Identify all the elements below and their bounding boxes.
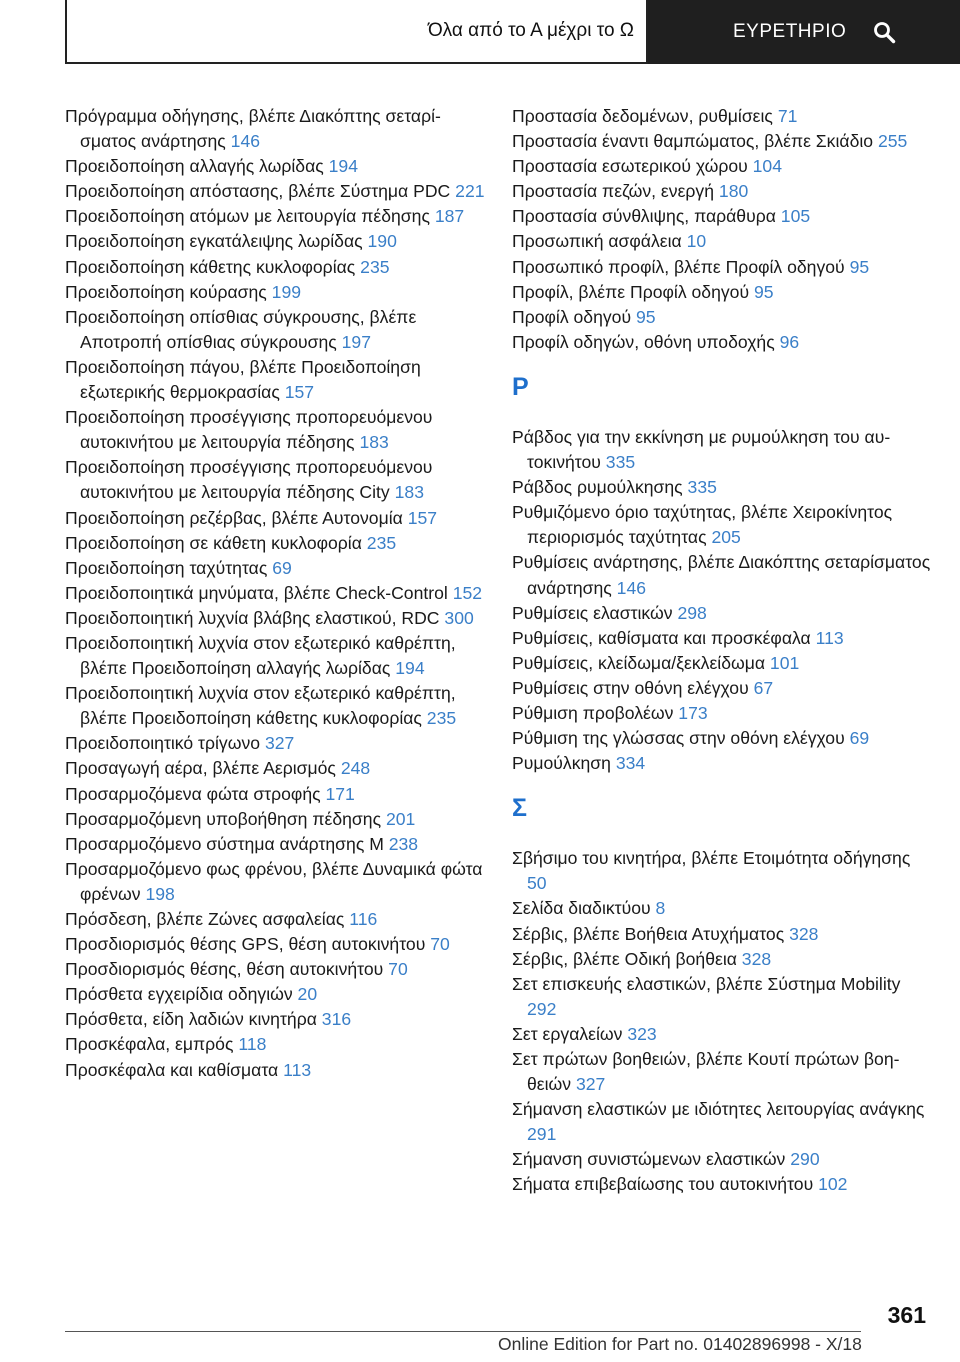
index-entry xyxy=(65,255,485,280)
index-column-right xyxy=(512,104,932,1198)
index-entry-page-link[interactable]: 70 xyxy=(430,934,450,955)
index-entry xyxy=(65,154,485,179)
index-entry xyxy=(65,782,485,807)
index-entry xyxy=(65,932,485,957)
index-entry-text: Προσωπικό προφίλ, βλέπε Προφίλ οδηγού xyxy=(512,256,845,277)
index-entry-page-link[interactable]: 152 xyxy=(452,582,483,603)
index-entry-page-link[interactable]: 10 xyxy=(686,231,707,252)
index-entry-text: Σέρβις, βλέπε Οδική βοήθεια xyxy=(512,948,737,969)
index-entry xyxy=(65,280,485,305)
index-entry-text: Ρύθμιση προβολέων xyxy=(512,702,674,723)
index-entry-page-link[interactable]: 146 xyxy=(230,131,261,152)
index-entry-page-link[interactable]: 248 xyxy=(340,758,371,779)
index-entry-page-link[interactable]: 95 xyxy=(635,306,656,327)
header-tab-a-to-z[interactable] xyxy=(65,0,648,64)
index-entry-text: Προσαγωγή αέρα, βλέπε Αερισμός xyxy=(65,758,336,779)
index-entry-text: Σήματα επιβεβαίωσης του αυτοκινήτου xyxy=(512,1174,814,1195)
index-group-rho xyxy=(512,425,932,776)
index-entry xyxy=(512,896,932,921)
index-entry-text: Προειδοποίηση προσέγγισης προπορευόμενου αυτοκινήτου με λειτουργία πέδησης xyxy=(65,407,433,453)
index-group-pi xyxy=(512,104,932,355)
index-entry-page-link[interactable]: 328 xyxy=(741,948,772,969)
index-entry xyxy=(65,204,485,229)
index-entry-text: Προσαρμοζόμενη υποβοήθηση πέδησης xyxy=(65,808,382,829)
index-entry-page-link[interactable]: 238 xyxy=(388,833,419,854)
index-entry xyxy=(512,676,932,701)
index-entry-text: Προσαρμοζόμενο φως φρένου, βλέπε Δυναμικά φώτα φρένων xyxy=(65,858,483,904)
index-entry-text: Πρόγραμμα οδήγησης, βλέπε Διακόπτης σεταρίσματος ανάρτησης xyxy=(65,106,441,152)
index-entry-page-link[interactable]: 335 xyxy=(605,452,636,473)
index-entry-page-link[interactable]: 105 xyxy=(780,206,811,227)
index-entry-page-link[interactable]: 180 xyxy=(718,181,749,202)
index-entry-text: Προειδοποίηση κάθετης κυκλοφορίας xyxy=(65,256,356,277)
index-entry-text: Προειδοποιητικά μηνύματα, βλέπε Check-Control xyxy=(65,582,448,603)
index-entry xyxy=(512,1047,932,1097)
index-entry-text: Ρυθμιζόμενο όριο ταχύτητας, βλέπε Χειροκίνητος περιορισμός ταχύτητας xyxy=(512,502,893,548)
index-entry-text: Προστασία έναντι θαμπώματος, βλέπε Σκιάδιο xyxy=(512,131,874,152)
index-entry-text: Ράβδος ρυμούλκησης xyxy=(512,477,683,498)
index-entry-page-link[interactable]: 101 xyxy=(769,652,800,673)
index-entry xyxy=(65,1058,485,1083)
index-entry-page-link[interactable]: 102 xyxy=(818,1174,848,1195)
index-entry-page-link[interactable]: 173 xyxy=(678,702,708,723)
index-entry xyxy=(65,606,485,631)
index-entry xyxy=(512,701,932,726)
index-entry xyxy=(65,531,485,556)
index-entry xyxy=(65,1007,485,1032)
index-entry-text: Προειδοποίηση ατόμων με λειτουργία πέδησης xyxy=(65,206,430,227)
index-entry xyxy=(512,154,932,179)
index-entry-text: Προειδοποίηση ρεζέρβας, βλέπε Αυτονομία xyxy=(65,507,403,528)
index-entry-text: Προστασία σύνθλιψης, παράθυρα xyxy=(512,206,776,227)
index-entry-page-link[interactable]: 316 xyxy=(321,1009,352,1030)
index-entry xyxy=(65,681,485,731)
index-entry-text: Προειδοποιητική λυχνία στον εξωτερικό καθρέπτη, βλέπε Προειδοποίηση κάθετης κυκλοφορίας xyxy=(65,683,456,729)
index-entry-text: Προστασία δεδομένων, ρυθμίσεις xyxy=(512,106,773,126)
index-entry-text: Προσκέφαλα και καθίσματα xyxy=(65,1059,279,1080)
index-entry-page-link[interactable]: 197 xyxy=(341,331,371,352)
index-entry-text: Ρύθμιση της γλώσσας στην οθόνη ελέγχου xyxy=(512,728,845,749)
index-entry-page-link[interactable]: 198 xyxy=(145,883,175,904)
index-entry-page-link[interactable]: 95 xyxy=(849,256,870,277)
index-entry xyxy=(65,305,485,355)
index-entry xyxy=(65,731,485,756)
index-entry-page-link[interactable]: 67 xyxy=(753,677,774,698)
index-entry xyxy=(512,751,932,776)
footer-edition: Online Edition for Part no. 01402896998 - X/18 xyxy=(498,1334,862,1354)
index-entry xyxy=(65,982,485,1007)
index-entry-page-link[interactable]: 323 xyxy=(627,1023,657,1044)
index-entry xyxy=(65,405,485,455)
index-entry-text: Ρυθμίσεις, καθίσματα και προσκέφαλα xyxy=(512,627,811,648)
index-entry xyxy=(65,807,485,832)
index-entry-text: Προφίλ οδηγών, οθόνη υποδοχής xyxy=(512,331,775,352)
index-entry-text: Πρόσδεση, βλέπε Ζώνες ασφαλείας xyxy=(65,909,345,929)
index-entry-text: Σήμανση συνιστώμενων ελαστικών xyxy=(512,1149,786,1170)
index-entry-text: Σέρβις, βλέπε Βοήθεια Ατυχήματος xyxy=(512,923,785,944)
index-entry xyxy=(512,626,932,651)
index-entry-page-link[interactable]: 298 xyxy=(677,602,707,623)
index-entry-text: Προσκέφαλα, εμπρός xyxy=(65,1034,234,1055)
index-entry xyxy=(65,355,485,405)
footer-divider xyxy=(65,1331,861,1332)
index-entry-text: Προειδοποίηση απόστασης, βλέπε Σύστημα PDC xyxy=(65,181,451,202)
index-entry-text: Προειδοποίηση πάγου, βλέπε Προειδοποίηση εξωτερικής θερμοκρασίας xyxy=(65,356,421,403)
index-entry xyxy=(512,947,932,972)
index-entry-page-link[interactable]: 235 xyxy=(366,532,397,553)
index-entry xyxy=(65,756,485,781)
index-entry-page-link[interactable]: 335 xyxy=(687,477,717,498)
index-entry-text: Προσαρμοζόμενο σύστημα ανάρτησης M xyxy=(65,833,384,854)
index-entry-text: Σετ πρώτων βοηθειών, βλέπε Κουτί πρώτων βοηθειών xyxy=(512,1049,900,1095)
index-entry-page-link[interactable]: 113 xyxy=(815,627,844,648)
index-entry xyxy=(65,581,485,606)
index-entry-text: Ρυθμίσεις ελαστικών xyxy=(512,602,673,623)
index-entry-text: Προστασία εσωτερικού χώρου xyxy=(512,156,748,177)
index-entry-text: Προστασία πεζών, ενεργή xyxy=(512,181,715,202)
index-entry-text: Ρυθμίσεις ανάρτησης, βλέπε Διακόπτης σεταρίσματος ανάρτησης xyxy=(512,552,931,598)
index-entry-text: Προειδοποίηση προσέγγισης προπορευόμενου αυτοκινήτου με λειτουργία πέδησης City xyxy=(65,457,433,503)
index-entry-page-link[interactable]: 50 xyxy=(527,873,547,894)
index-entry-page-link[interactable]: 199 xyxy=(271,281,302,302)
index-entry xyxy=(512,204,932,229)
index-entry-text: Προειδοποίηση ταχύτητας xyxy=(65,557,268,578)
index-entry-page-link[interactable]: 187 xyxy=(434,206,465,227)
index-entry-page-link[interactable]: 235 xyxy=(360,256,390,277)
index-entry xyxy=(512,922,932,947)
index-entry xyxy=(65,229,485,254)
index-entry-text: Προσαρμοζόμενα φώτα στροφής xyxy=(65,783,321,804)
index-entry-page-link[interactable]: 171 xyxy=(325,783,355,804)
index-entry-text: Προειδοποίηση οπίσθιας σύγκρουσης, βλέπε Αποτροπή οπίσθιας σύγκρουσης xyxy=(65,306,417,352)
index-entry xyxy=(65,455,485,505)
index-entry xyxy=(512,425,932,475)
index-entry-text: Πρόσθετα εγχειρίδια οδηγιών xyxy=(65,984,293,1005)
index-entry-page-link[interactable]: 291 xyxy=(527,1124,557,1145)
index-entry-page-link[interactable]: 157 xyxy=(284,382,315,403)
index-entry-page-link[interactable]: 255 xyxy=(877,131,908,152)
index-entry xyxy=(512,1172,932,1197)
index-entry xyxy=(512,255,932,280)
index-entry-text: Ράβδος για την εκκίνηση με ρυμούλκηση του αυτοκινήτου xyxy=(512,426,891,473)
index-entry-text: Προειδοποίηση κούρασης xyxy=(65,281,267,302)
index-entry xyxy=(65,1032,485,1057)
index-entry xyxy=(512,280,932,305)
index-entry-page-link[interactable]: 290 xyxy=(790,1149,820,1170)
index-entry-text: Σετ επισκευής ελαστικών, βλέπε Σύστημα Mobility xyxy=(512,973,901,994)
index-entry xyxy=(65,631,485,681)
index-entry xyxy=(512,179,932,204)
index-entry-text: Προφίλ οδηγού xyxy=(512,306,632,327)
section-letter-rho: Ρ xyxy=(512,372,529,401)
index-entry xyxy=(512,601,932,626)
index-entry xyxy=(512,651,932,676)
index-entry-page-link[interactable]: 146 xyxy=(616,577,647,598)
index-entry-text: Πρόσθετα, είδη λαδιών κινητήρα xyxy=(65,1009,317,1030)
header-tab-a-to-z-label: Όλα από το Α μέχρι το Ω xyxy=(427,20,634,41)
index-entry xyxy=(65,506,485,531)
index-entry xyxy=(512,104,932,129)
index-entry-page-link[interactable]: 327 xyxy=(264,733,295,754)
index-entry xyxy=(512,229,932,254)
index-entry-text: Προειδοποιητική λυχνία βλάβης ελαστικού, RDC xyxy=(65,607,440,628)
index-entry-page-link[interactable]: 70 xyxy=(388,959,408,980)
index-entry-text: Προσδιορισμός θέσης GPS, θέση αυτοκινήτου xyxy=(65,934,426,955)
page-number: 361 xyxy=(887,1302,926,1328)
index-entry-page-link[interactable]: 235 xyxy=(426,708,457,729)
index-entry-page-link[interactable]: 69 xyxy=(272,557,292,578)
index-entry-page-link[interactable]: 113 xyxy=(283,1059,312,1080)
index-entry-page-link[interactable]: 116 xyxy=(349,909,378,929)
index-entry-page-link[interactable]: 8 xyxy=(655,898,666,919)
index-entry-page-link[interactable]: 183 xyxy=(359,432,389,453)
index-entry-text: Προειδοποιητική λυχνία στον εξωτερικό καθρέπτη, βλέπε Προειδοποίηση αλλαγής λωρίδας xyxy=(65,632,456,679)
index-entry-page-link[interactable]: 201 xyxy=(385,808,416,829)
index-entry-page-link[interactable]: 221 xyxy=(455,181,485,202)
index-entry xyxy=(65,179,485,204)
index-entry xyxy=(65,857,485,907)
index-entry-page-link[interactable]: 327 xyxy=(575,1074,606,1095)
index-entry xyxy=(65,907,485,932)
index-entry xyxy=(512,500,932,550)
index-entry xyxy=(512,1097,932,1147)
index-entry-text: Προειδοποίηση αλλαγής λωρίδας xyxy=(65,156,324,177)
index-entry-text: Σελίδα διαδικτύου xyxy=(512,898,651,919)
index-group-sigma xyxy=(512,846,932,1197)
index-entry xyxy=(512,475,932,500)
index-entry xyxy=(512,972,932,1022)
index-entry xyxy=(65,556,485,581)
search-icon[interactable] xyxy=(872,20,896,44)
section-letter-sigma: Σ xyxy=(512,794,528,823)
index-entry-text: Σβήσιμο του κινητήρα, βλέπε Ετοιμότητα οδήγησης xyxy=(512,848,911,869)
index-entry-page-link[interactable]: 183 xyxy=(394,482,424,503)
index-entry xyxy=(65,832,485,857)
index-entry-text: Ρυθμίσεις, κλείδωμα/ξεκλείδωμα xyxy=(512,652,766,673)
index-entry xyxy=(512,305,932,330)
index-entry xyxy=(65,104,485,154)
index-entry xyxy=(65,957,485,982)
index-entry-page-link[interactable]: 95 xyxy=(753,281,774,302)
index-entry-page-link[interactable]: 118 xyxy=(238,1034,267,1055)
index-entry-page-link[interactable]: 157 xyxy=(407,507,438,528)
index-entry-page-link[interactable]: 300 xyxy=(444,607,474,628)
index-entry-page-link[interactable]: 20 xyxy=(297,984,318,1005)
index-entry-text: Σήμανση ελαστικών με ιδιότητες λειτουργίας ανάγκης xyxy=(512,1099,925,1120)
index-column-left xyxy=(65,104,485,1083)
index-entry-page-link[interactable]: 194 xyxy=(328,156,358,177)
index-entry-page-link[interactable]: 104 xyxy=(752,156,782,177)
index-entry-page-link[interactable]: 194 xyxy=(395,658,425,679)
index-entry-page-link[interactable]: 328 xyxy=(789,923,819,944)
index-entry-page-link[interactable]: 96 xyxy=(779,331,800,352)
index-entry-text: Προειδοποίηση εγκατάλειψης λωρίδας xyxy=(65,231,363,252)
index-entry xyxy=(512,330,932,355)
index-entry xyxy=(512,1022,932,1047)
index-entry-text: Ρυμούλκηση xyxy=(512,753,611,774)
index-entry-text: Προσωπική ασφάλεια xyxy=(512,231,682,252)
index-entry xyxy=(512,726,932,751)
header-tab-index-label: ΕΥΡΕΤΗΡΙΟ xyxy=(733,21,847,42)
index-entry-page-link[interactable]: 69 xyxy=(849,728,870,749)
index-entry-page-link[interactable]: 71 xyxy=(777,106,798,126)
index-entry-page-link[interactable]: 205 xyxy=(711,527,741,548)
index-entry-text: Προειδοποίηση σε κάθετη κυκλοφορία xyxy=(65,532,362,553)
index-entry xyxy=(512,846,932,896)
index-entry-text: Προφίλ, βλέπε Προφίλ οδηγού xyxy=(512,281,750,302)
index-entry xyxy=(512,550,932,600)
index-entry-text: Προσδιορισμός θέσης, θέση αυτοκινήτου xyxy=(65,959,384,980)
index-entry-text: Σετ εργαλείων xyxy=(512,1023,623,1044)
index-entry-text: Προειδοποιητικό τρίγωνο xyxy=(65,733,261,754)
header-tab-index[interactable] xyxy=(648,0,960,64)
index-entry-page-link[interactable]: 292 xyxy=(527,998,557,1019)
index-entry xyxy=(512,1147,932,1172)
index-entry-page-link[interactable]: 334 xyxy=(615,753,646,774)
index-entry-text: Ρυθμίσεις στην οθόνη ελέγχου xyxy=(512,677,749,698)
index-entry-page-link[interactable]: 190 xyxy=(367,231,397,252)
index-entry xyxy=(512,129,932,154)
